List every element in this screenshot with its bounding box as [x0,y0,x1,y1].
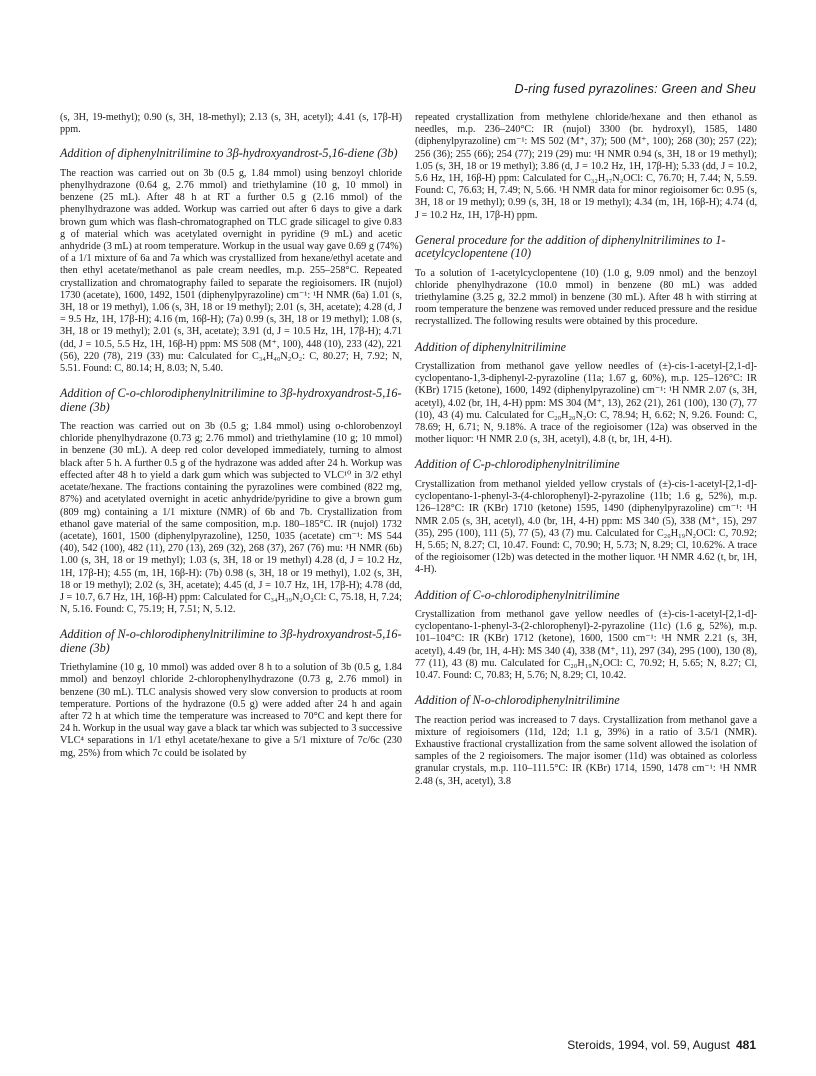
running-head: D-ring fused pyrazolines: Green and Sheu [514,82,756,96]
paragraph: The reaction was carried out on 3b (0.5 g; 1.84 mmol) using o-chlorobenzoyl chloride phenylhydrazone (0.73 g; 2.76 mmol) and triethylamine (10 g; 10 mmol) in benzene (30 mL). A deep red color developed immediately, turning to almost black after 5 h. A further 0.5 g of the hydrazone was added after 24 h. Workup was effected after 48 h to yield a dark gum which was subjected to VLC¹⁰ in 3/2 ethyl acetate/hexane. The fractions containing the pyrazolines were combined (822 mg, 87%) and acetylated overnight in acetic anhydride/pyridine to give a brown gum (809 mg) containing a 1/1 mixture (NMR) of 6b and 7b. Crystallization from ethanol gave material of the same composition, m.p. 180–185°C. IR (nujol) 1732 (acetate), 1601, 1500 (diphenylpyrazoline), 1250, 1035 (acetate) cm⁻¹: MS 544 (40), 542 (100), 482 (11), 270 (13), 269 (32), 268 (37), 267 (76) mu: ¹H NMR (6b) 1.00 (s, 3H, 18 or 19 methyl); 1.03 (s, 3H, 18 or 19 methyl) 4.28 (d, J = 10.2 Hz, 1H, 17β-H); 4.55 (m, 1H, 16β-H): (7b) 0.98 (s, 3H, 18 or 19 methyl), 1.02 (s, 3H, 18 or 19 methyl); 2.02 (s, 3H, acetate); 4.45 (d, J = 10.7 Hz, 1H, 17β-H); 4.78 (dd, J = 10.7, 6.7 Hz, 1H, 16β-H) ppm: Calculated for C₃₄H₃₉N₂O₂Cl: C, 75.18, H, 7.24; N, 5.16. Found: C, 75.19; H, 7.51; N, 5.12. [60,421,402,616]
section-heading: Addition of C-p-chlorodiphenylnitrilimine [415,457,620,472]
paragraph: Crystallization from methanol gave yellow needles of (±)-cis-1-acetyl-[2,1-d]-cyclopentano-1,3-diphenyl-2-pyrazoline (11a; 1.67 g, 60%), m.p. 125–126°C: IR (KBr) 1715 (ketone), 1600, 1492 (diphenylpyrazoline) cm⁻¹: ¹H NMR 2.07 (s, 3H, acetyl), 4.02 (br, 1H, 4-H) ppm: MS 304 (M⁺, 13), 262 (21), 261 (100), 130 (7), 77 (10), 43 (4) mu. Calculated for C₂₀H₂₀N₂O: C, 78.94; H, 6.62; N, 9.26. Found: C, 78.69; H, 6.71; N, 9.18%. A trace of the regioisomer (12a) was observed in the mother liquor: ¹H NMR 2.0 (s, 3H, acetyl), 4.8 (t, br, 1H, 4-H). [415,361,757,446]
section-heading: Addition of N-o-chlorodiphenylnitrilimine [415,693,620,708]
left-column [60,112,402,760]
paragraph: Crystallization from methanol gave yellow needles of (±)-cis-1-acetyl-[2,1-d]-cyclopentano-1-phenyl-3-(2-chlorophenyl)-2-pyrazoline (11c) (1.6 g, 52%), m.p. 101–104°C: IR (KBr) 1712 (ketone), 1600, 1500 cm⁻¹: ¹H NMR 2.21 (s, 3H, acetyl), 4.49 (br, 1H, 4-H): MS 340 (4), 338 (M⁺, 11), 297 (34), 295 (100), 130 (8), 77 (11), 43 (8) mu. Calculated for C₂₀H₁₉N₂OCl: C, 70.92; H, 5.65; N, 8.27; Cl, 10.47. Found: C, 70.83; H, 5.76; N, 8.29; Cl, 10.42. [415,608,757,681]
paragraph: (s, 3H, 19-methyl); 0.90 (s, 3H, 18-methyl); 2.13 (s, 3H, acetyl); 4.41 (s, 17β-H) ppm. [60,112,402,136]
right-column [415,112,757,788]
paragraph: The reaction period was increased to 7 days. Crystallization from methanol gave a mixture of regioisomers (11d, 12d; 1.1 g, 39%) in a ratio of 3.5/1 (NMR). Exhaustive fractional crystallization from the same solvent allowed the isolation of samples of the 2 regioisomers. The major isomer (11d) was obtained as colorless granular crystals, m.p. 110–111.5°C: IR (KBr) 1714, 1590, 1478 cm⁻¹: ¹H NMR 2.48 (s, 3H, acetyl), 3.8 [415,714,757,787]
paragraph: repeated crystallization from methylene chloride/hexane and then ethanol as needles, m.p. 236–240°C: IR (nujol) 3300 (br. hydroxyl), 1585, 1480 (diphenylpyrazoline) cm⁻¹: MS 502 (M⁺, 37); 500 (M⁺, 100); 268 (30); 257 (22); 256 (36); 255 (66); 254 (77); 219 (29) mu: ¹H NMR 0.94 (s, 3H, 18 or 19 methyl); 1.05 (s, 3H, 18 or 19 methyl); 3.86 (d, J = 10.2 Hz, 1H, 17β-H); 5.33 (dd, J = 10.2, 5.6 Hz, 1H, 16β-H) ppm: Calculated for C₃₂H₃₇N₂OCl: C, 76.70; H, 7.44; N, 5.59. Found: C, 76.63; H, 7.49; N, 5.66. ¹H NMR data for minor regioisomer 6c: 0.95 (s, 3H, 18 or 19 methyl); 0.99 (s, 3H, 18 or 19 methyl); 4.34 (m, 1H, 16β-H); 4.74 (d, J = 10.2 Hz, 1H, 17β-H) ppm. [415,112,757,221]
section-heading: Addition of N-o-chlorodiphenylnitrilimine to 3β-hydroxyandrost-5,16-diene (3b) [60,627,402,655]
page-footer [567,1038,756,1052]
section-heading: Addition of diphenylnitrilimine to 3β-hydroxyandrost-5,16-diene (3b) [60,146,398,161]
section-heading: Addition of C-o-chlorodiphenylnitrilimine [415,587,620,602]
page-number: 481 [735,1038,756,1052]
paragraph: Triethylamine (10 g, 10 mmol) was added over 8 h to a solution of 3b (0.5 g, 1.84 mmol) and benzoyl chloride 2-chlorophenylhydrazone (0.73 g, 2.76 mmol) in benzene (30 mL). TLC analysis showed very slow conversion to products at room temperature. Portions of the hydrazone (0.5 g) were added after 24 h and again after 72 h at which time the temperature was increased to 70°C and kept there for 24 h. Workup in the usual way gave a black tar which was subjected to 3 successive VLC⁴ separations in 1/1 ethyl acetate/hexane to give a 5/1 mixture of 7c/6c (230 mg, 25%) from which 7c could be isolated by [60,662,402,759]
section-heading: General procedure for the addition of diphenylnitrilimines to 1-acetylcyclopentene (10) [415,232,726,261]
paragraph: To a solution of 1-acetylcyclopentene (10) (1.0 g, 9.09 nmol) and the benzoyl chloride phenylhydrazone (10.0 mmol) in benzene (80 mL) was added triethylamine (3.25 g, 32.2 mmol) in benzene (30 mL). After 48 h with stirring at room temperature the benzene was removed under reduced pressure and the residue recrystallized. The following results were obtained by this procedure. [415,267,757,328]
paragraph: Crystallization from methanol yielded yellow crystals of (±)-cis-1-acetyl-[2,1-d]-cyclopentano-1-phenyl-3-(4-chlorophenyl)-2-pyrazoline (11b; 1.6 g, 52%), m.p. 126–128°C: IR (KBr) 1710 (ketone) 1595, 1490 (diphenylpyrazoline) cm⁻¹: ¹H NMR 2.05 (s, 3H, acetyl), 4.0 (br, 1H, 4-H) ppm: MS 340 (5), 338 (M⁺, 15), 297 (35), 295 (100), 111 (5), 77 (5), 43 (7) mu. Calculated for C₂₀H₁₉N₂OCl: C, 70.92; H, 5.65; N, 8.27; Cl, 10.47. Found: C, 70.90; H, 5.73; N, 8.29; Cl, 10.62%. A trace of the regioisomer (12b) was detected in the mother liquor. ¹H NMR 4.62 (t, br, 1H, 4-H). [415,478,757,576]
journal-citation: Steroids, 1994, vol. 59, August [567,1038,730,1052]
section-heading: Addition of C-o-chlorodiphenylnitrilimine to 3β-hydroxyandrost-5,16-diene (3b) [60,386,402,414]
section-heading: Addition of diphenylnitrilimine [415,339,566,354]
paragraph: The reaction was carried out on 3b (0.5 g, 1.84 mmol) using benzoyl chloride phenylhydrazone (0.64 g, 2.76 mmol) and triethylamine (10 g, 10 mmol) in benzene (25 mL). After 48 h at RT a further 0.5 g (2.16 mmol) of the phenylhydrazone was added. Workup was carried out after 6 days to give a dark brown gum which was flash-chromatographed on TLC grade silicagel to give 0.83 g of material which was acetylated overnight in pyridine (9 mL) and acetic anhydride (3 mL) at room temperature. Workup in the usual way gave 0.69 g (74%) of a 1/1 mixture of 6a and 7a which was crystallized from hexane/ethyl acetate and then ethyl acetate/methanol as pale cream needles, m.p. 255–258°C. Repeated crystallization and chromatography failed to separate the regioisomers. IR (nujol) 1730 (acetate), 1600, 1492, 1501 (diphenylpyrazoline) cm⁻¹: ¹H NMR (6a) 1.01 (s, 3H, 18 or 19 methyl), 1.06 (s, 3H, 18 or 19 methyl); 2.01 (s, 3H, acetate); 4.28 (d, J = 9.5 Hz, 1H, 17β-H); 4.16 (m, 16β-H); (7a) 0.99 (s, 3H, 18 or 19 methyl); 1.08 (s, 3H, 18 or 19 methyl); 2.01 (s, 3H, acetate); 3.91 (d, J = 10.5 Hz, 1H, 17β-H); 4.71 (dd, J = 10.5, 5.5 Hz, 1H, 16β-H) ppm: MS 508 (M⁺, 100), 448 (10), 233 (42), 221 (56), 220 (78), 219 (33) mu: Calculated for C₃₄H₄₀N₂O₂: C, 80.27; H, 7.92; N, 5.51. Found: C, 80.14; H, 8.03; N, 5.40. [60,167,402,375]
